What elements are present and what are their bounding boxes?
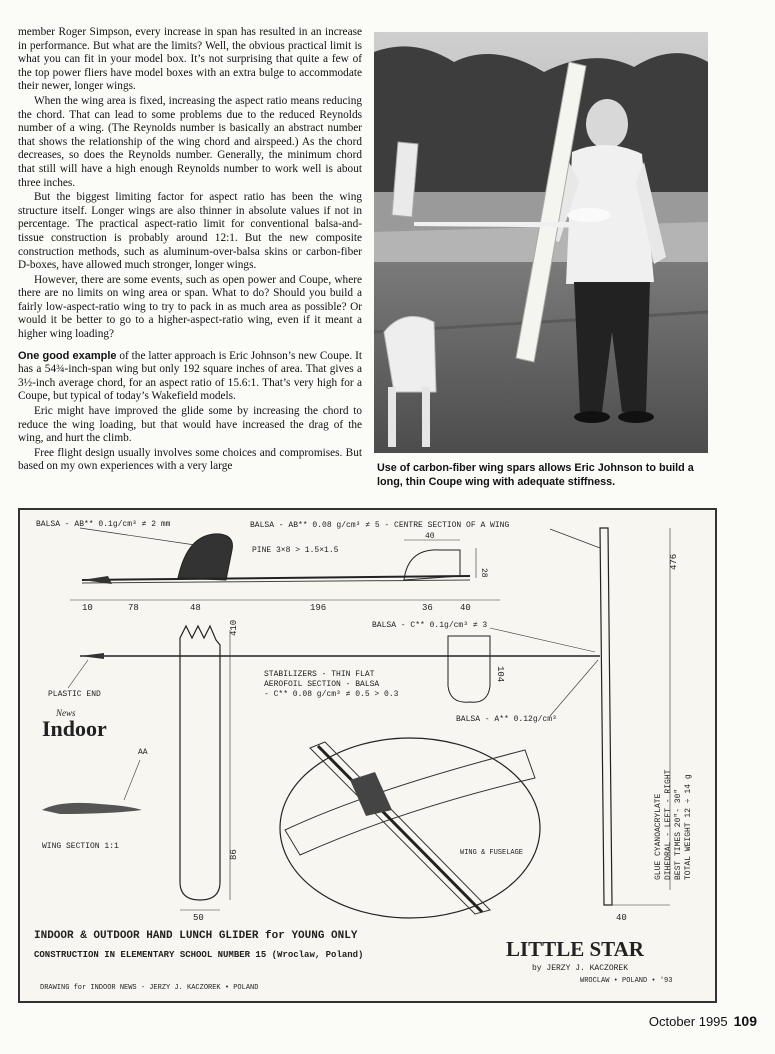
label-balsa-top: BALSA - AB** 0.1g/cm³ ≠ 2 mm (36, 520, 171, 529)
svg-text:AEROFOIL SECTION - BALSA: AEROFOIL SECTION - BALSA (264, 680, 380, 689)
page-footer (649, 1013, 757, 1029)
svg-text:DIHEDRAL - LEFT - RIGHT: DIHEDRAL - LEFT - RIGHT (664, 769, 673, 880)
paragraph: One good example of the latter approach is Eric Johnson’s new Coupe. It has a 54¾-inch-span wing but only 192 square inches of area. That gives a 3½-inch average chord, for an aspect ratio of 15.6:1. That’s very high for a Coupe, but typical of today’s Wakefield models. (18, 349, 362, 403)
dim-40: 40 (460, 603, 471, 613)
paragraph-lead: One good example (18, 349, 117, 362)
article-column (18, 26, 362, 475)
page-number: 109 (733, 1013, 757, 1029)
place: WROCLAW • POLAND • '93 (580, 977, 673, 985)
dim-40-top: 40 (425, 532, 435, 541)
dim-10: 10 (82, 603, 93, 613)
dim-104: 104 (495, 666, 505, 683)
svg-text:TOTAL WEIGHT 12 ÷ 14 g: TOTAL WEIGHT 12 ÷ 14 g (684, 774, 693, 880)
label-glue-notes (654, 769, 693, 880)
label-plastic-end: PLASTIC END (48, 690, 101, 699)
logo-indoor: Indoor (42, 716, 107, 741)
dim-36: 36 (422, 603, 433, 613)
paragraph: Free flight design usually involves some choices and compromises. But based on my own experiences with a very large (18, 446, 362, 473)
svg-text:GLUE CYANOACRYLATE: GLUE CYANOACRYLATE (654, 793, 663, 880)
svg-text:BEST TIMES 20"- 30": BEST TIMES 20"- 30" (674, 788, 683, 880)
dim-78: 78 (128, 603, 139, 613)
label-balsa-a: BALSA - A** 0.12g/cm³ (456, 715, 557, 724)
photo-caption: Use of carbon-fiber wing spars allows Eric Johnson to build a long, thin Coupe wing with adequate stiffness. (377, 462, 694, 488)
svg-text:- C** 0.08 g/cm³ ≠ 0.5 > 0.3: - C** 0.08 g/cm³ ≠ 0.5 > 0.3 (264, 690, 399, 699)
paragraph: When the wing area is fixed, increasing the aspect ratio means reducing the chord. That can lead to some problems due to the reduced Reynolds number of a wing. (The Reynolds number is basically an abstract number that shows the relationship of the wing chord and airspeed.) As the chord decreases, so does the Reynolds number. Generally, the minimum chord that still will have a high enough Reynolds number to work well is about three inches. (18, 94, 362, 189)
svg-text:STABILIZERS - THIN FLAT: STABILIZERS - THIN FLAT (264, 670, 375, 679)
photo-eric-johnson (374, 32, 708, 453)
paragraph: Eric might have improved the glide some by increasing the chord to reduce the wing loading, but that would have increased the drag of the wing, and hurt the climb. (18, 405, 362, 445)
dim-196: 196 (310, 603, 327, 613)
plan-svg (20, 510, 715, 1001)
paragraph: member Roger Simpson, every increase in span has resulted in an increase in performance. But what are the limits? Well, the obvious practical limit is what you can fit in your model box. It’s not surprising that quite a few of the top power fliers have model boxes with an extra bulge to accommodate their newer, longer wings. (18, 26, 362, 93)
dim-50: 50 (193, 913, 204, 923)
title-line2: CONSTRUCTION IN ELEMENTARY SCHOOL NUMBER 15 (Wroclaw, Poland) (34, 950, 364, 960)
paragraph: But the biggest limiting factor for aspect ratio has been the wing structure itself. Longer wings are also thinner in absolute values if not in percentage. The practical aspect-ratio limit for conventional balsa-and-tissue construction is probably around 12:1. But the new composite construction methods, such as aluminum-over-balsa skins or carbon-fiber D-boxes, have allowed much stronger, longer wings. (18, 191, 362, 272)
dim-28: 28 (479, 568, 488, 578)
credit: DRAWING for INDOOR NEWS - JERZY J. KACZOREK • POLAND (40, 984, 259, 992)
dim-40-bottom: 40 (616, 913, 627, 923)
dim-476: 476 (669, 553, 679, 570)
issue-date: October 1995 (648, 1014, 728, 1029)
label-pine: PINE 3×8 > 1.5×1.5 (252, 546, 339, 555)
label-balsa-c: BALSA - C** 0.1g/cm³ ≠ 3 (372, 621, 488, 630)
dim-86: 86 (229, 849, 239, 860)
label-wing-section: WING SECTION 1:1 (42, 842, 119, 851)
label-stabilizers (264, 670, 399, 699)
plan-drawing (18, 508, 717, 1003)
logo-news: News (56, 708, 76, 718)
label-aa: AA (138, 748, 148, 757)
paragraph: However, there are some events, such as open power and Coupe, where there are no limits on wing area or span. What to do? Should you build a fairly low-aspect-ratio wing to try to pack in as much area as possible? Or would it be better to go to a higher-aspect-ratio wing, even if it meant a higher wing loading? (18, 273, 362, 341)
photo-illustration (374, 32, 708, 453)
dim-410: 410 (229, 619, 239, 636)
label-wing-fuselage: WING & FUSELAGE (460, 849, 524, 857)
model-name: LITTLE STAR (506, 937, 644, 961)
dim-48: 48 (190, 603, 201, 613)
title-line1: INDOOR & OUTDOOR HAND LUNCH GLIDER for YOUNG ONLY (34, 930, 358, 942)
label-balsa-centre: BALSA - AB** 0.08 g/cm³ ≠ 5 - CENTRE SECTION OF A WING (250, 521, 510, 530)
author: by JERZY J. KACZOREK (532, 964, 629, 973)
